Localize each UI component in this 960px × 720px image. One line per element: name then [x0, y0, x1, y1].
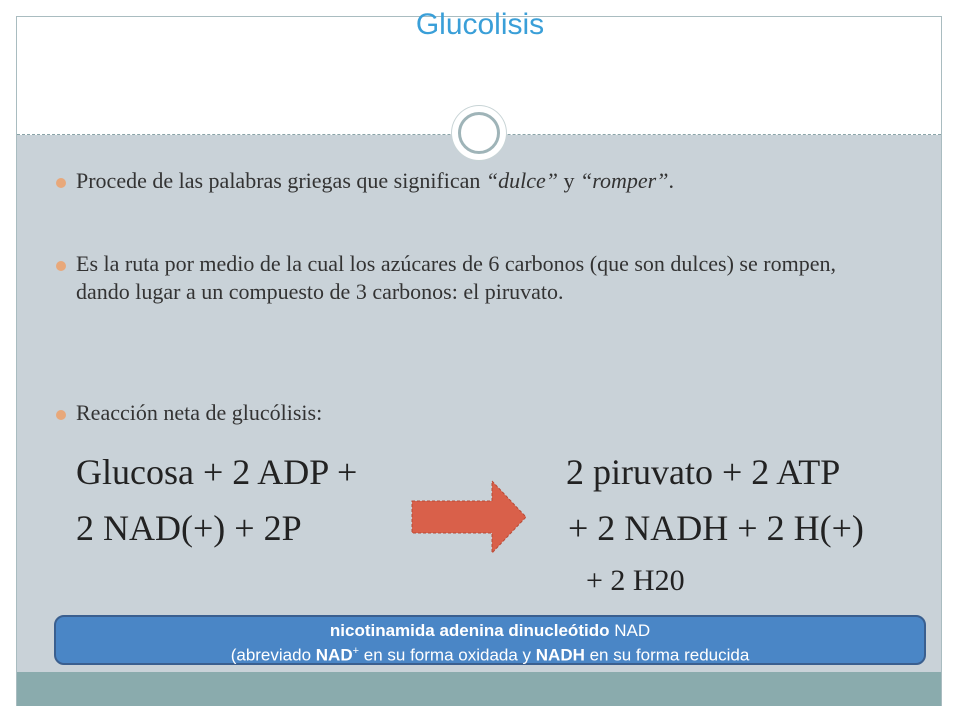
nad-note-text-c: en su forma reducida	[584, 645, 750, 665]
equation-right-line2: + 2 NADH + 2 H(+)	[568, 508, 864, 548]
reaction-arrow-icon	[410, 478, 530, 556]
equation-right-line1: 2 piruvato + 2 ATP	[566, 452, 841, 492]
nad-plus-label: NAD	[315, 645, 353, 665]
bullet-reaction	[56, 399, 881, 427]
circle-ornament-icon	[452, 106, 506, 160]
bullet-dot-icon	[56, 410, 66, 420]
bullet-dot-icon	[56, 261, 66, 271]
slide-title: Glucolisis	[415, 8, 545, 41]
nad-abbreviation: NAD	[609, 621, 651, 640]
nad-note-text-a: (abreviado	[230, 645, 316, 665]
bullet-definition	[56, 250, 881, 306]
bullet-origin-end: .	[668, 168, 674, 193]
equation-left-line2: 2 NAD(+) + 2P	[76, 508, 302, 548]
bullet-origin-text: Procede de las palabras griegas que significan	[76, 168, 486, 193]
bullet-dot-icon	[56, 178, 66, 188]
footer-band	[17, 672, 941, 706]
nad-note-box	[54, 615, 926, 665]
nad-note-text-b: en su forma oxidada y	[359, 645, 536, 665]
equation-left-line1: Glucosa + 2 ADP +	[76, 452, 358, 492]
nad-plus-superscript: +	[352, 645, 360, 657]
equation-right-line3: + 2 H20	[586, 564, 685, 597]
word-dulce: “dulce”	[485, 168, 559, 193]
bullet-definition-text: Es la ruta por medio de la cual los azúcares de 6 carbonos (que son dulces) se rompen, dando lugar a un compuesto de 3 carbonos: el piruvato.	[76, 251, 836, 304]
word-romper: “romper”	[580, 168, 669, 193]
bullet-origin	[56, 167, 881, 195]
bullet-origin-conj: y	[558, 168, 581, 193]
nad-full-name: nicotinamida adenina dinucleótido	[329, 621, 610, 640]
bullet-reaction-text: Reacción neta de glucólisis:	[76, 400, 323, 425]
nadh-label: NADH	[535, 645, 585, 665]
